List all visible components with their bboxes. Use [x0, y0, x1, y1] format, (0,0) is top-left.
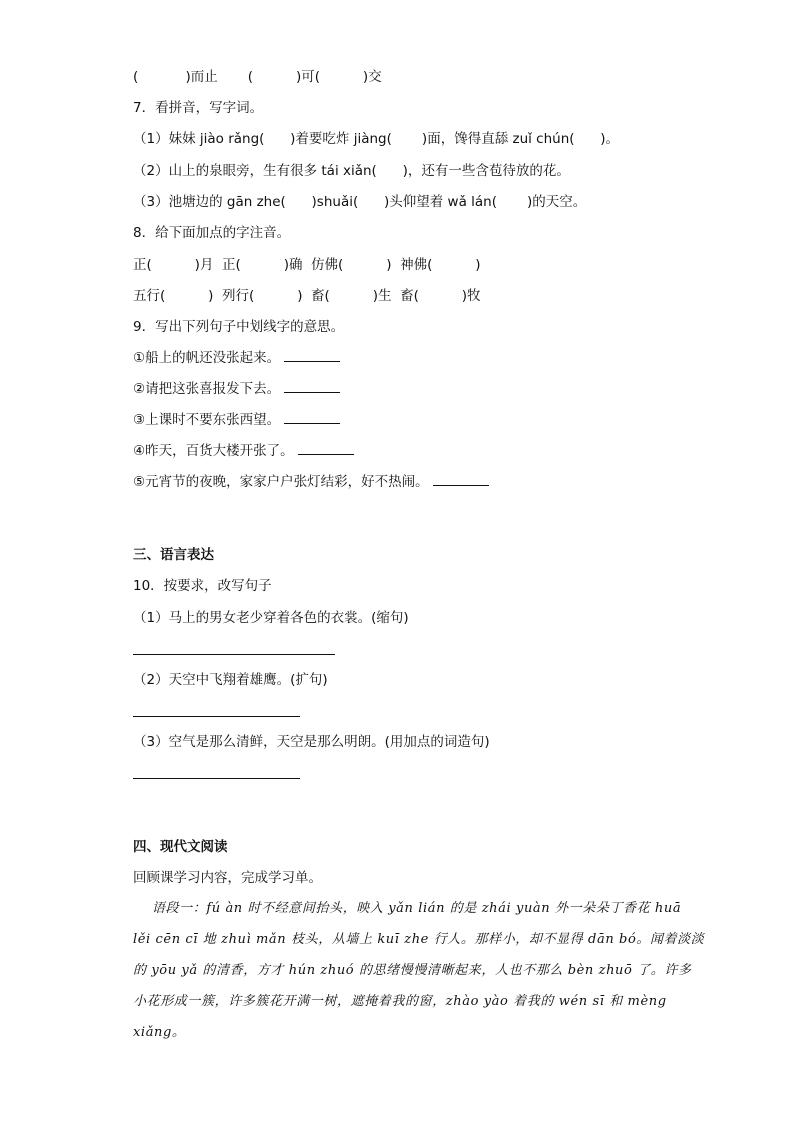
answer-line[interactable]: [133, 778, 300, 779]
q10-item-2: （2）天空中飞翔着雄鹰。(扩句): [133, 672, 328, 688]
answer-line[interactable]: [133, 654, 335, 655]
q7-title: 7．看拼音，写字词。: [133, 100, 264, 116]
q6-tail-line: ( )而止 ( )可( )交: [133, 69, 382, 85]
q9-item-2: ②请把这张喜报发下去。: [133, 380, 340, 398]
q10-item-1: （1）马上的男女老少穿着各色的衣裳。(缩句): [133, 610, 409, 626]
passage-line: lěi cēn cī 地 zhuì mǎn 枝头，从墙上 kuī zhe 行人。那样小，却不显得 dān bó。闻着淡淡: [133, 932, 705, 947]
passage-line: xiǎng。: [133, 1025, 186, 1040]
q7-item-2: （2）山上的泉眼旁，生有很多 tái xiǎn( )，还有一些含苞待放的花。: [133, 163, 570, 179]
passage-line: 的 yōu yǎ 的清香，方才 hún zhuó 的思绪慢慢清晰起来，人也不那么 bèn zhuō 了。许多: [133, 963, 692, 978]
q9-item-4: ④昨天，百货大楼开张了。: [133, 442, 354, 460]
answer-blank[interactable]: [284, 380, 340, 393]
reading-intro: 回顾课学习内容，完成学习单。: [133, 870, 322, 886]
answer-blank[interactable]: [284, 349, 340, 362]
answer-blank[interactable]: [433, 473, 489, 486]
passage-line: 语段一：fú àn 时不经意间抬头，映入 yǎn lián 的是 zhái yuàn 外一朵朵丁香花 huā: [133, 901, 682, 916]
q10-item-3: （3）空气是那么清鲜，天空是那么明朗。(用加点的词造句): [133, 734, 490, 750]
q7-item-3: （3）池塘边的 gān zhe( )shuǎi( )头仰望着 wǎ lán( )的天空。: [133, 194, 587, 210]
section-3-heading: 三、语言表达: [133, 547, 214, 563]
answer-line[interactable]: [133, 716, 300, 717]
q9-item-3: ③上课时不要东张西望。: [133, 411, 340, 429]
q10-title: 10．按要求，改写句子: [133, 578, 272, 594]
q9-item-5: ⑤元宵节的夜晚，家家户户张灯结彩，好不热闹。: [133, 473, 489, 491]
q8-row-1: 正( )月 正( )确 仿佛( ) 神佛( ): [133, 257, 481, 273]
answer-blank[interactable]: [284, 411, 340, 424]
answer-blank[interactable]: [298, 442, 354, 455]
q9-item-1: ①船上的帆还没张起来。: [133, 349, 340, 367]
q8-title: 8．给下面加点的字注音。: [133, 225, 291, 241]
q7-item-1: （1）妹妹 jiào rǎng( )着要吃炸 jiàng( )面，馋得直舔 zuǐ chún( )。: [133, 131, 620, 147]
q9-title: 9．写出下列句子中划线字的意思。: [133, 319, 345, 335]
reading-passage: [133, 893, 705, 1048]
section-4-heading: 四、现代文阅读: [133, 839, 228, 855]
q8-row-2: 五行( ) 列行( ) 畜( )生 畜( )牧: [133, 288, 481, 304]
passage-line: 小花形成一簇，许多簇花开满一树，遮掩着我的窗，zhào yào 着我的 wén sī 和 mèng: [133, 994, 667, 1009]
